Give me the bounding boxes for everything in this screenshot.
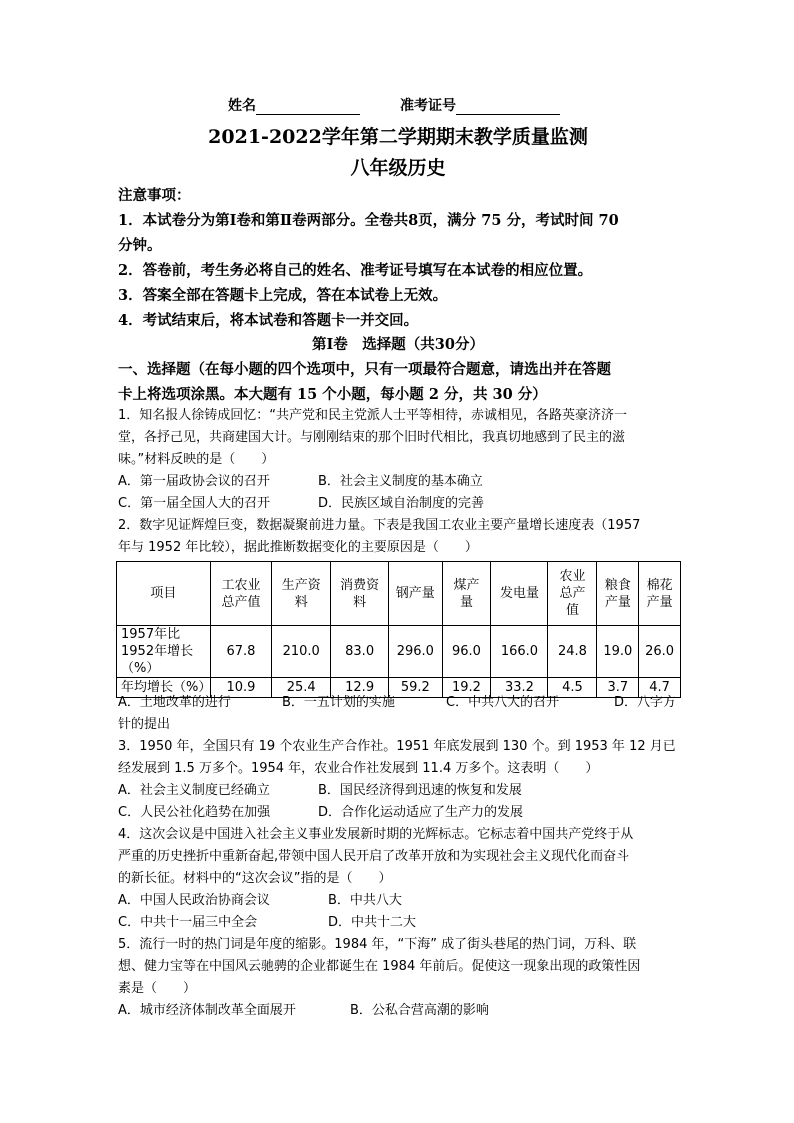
exam-id-label: 准考证号 bbox=[400, 98, 456, 114]
option-row bbox=[118, 493, 678, 515]
name-blank bbox=[256, 100, 360, 115]
question-text: 1．知名报人徐铸成回忆：“共产党和民主党派人士平等相待，赤诚相见，各路英豪济济一 bbox=[118, 408, 628, 423]
table-cell: 10.9 bbox=[210, 678, 272, 698]
table-cell: 19.0 bbox=[597, 626, 639, 678]
notice-item: 1．本试卷分为第Ⅰ卷和第Ⅱ卷两部分。全卷共8页，满分 75 分，考试时间 70 bbox=[118, 212, 619, 229]
exam-id-blank bbox=[456, 100, 560, 115]
option-d[interactable]: D．合作化运动适应了生产力的发展 bbox=[318, 805, 524, 820]
option-row bbox=[118, 1000, 678, 1022]
option-a[interactable]: A．城市经济体制改革全面展开 bbox=[118, 1003, 296, 1018]
option-d[interactable]: D．民族区域自治制度的完善 bbox=[318, 496, 485, 511]
option-a[interactable]: A．土地改革的进行 bbox=[118, 695, 231, 710]
table-cell: 33.2 bbox=[491, 678, 548, 698]
table-header-cell: 粮食产量 bbox=[597, 562, 639, 626]
table-header-cell: 棉花产量 bbox=[639, 562, 681, 626]
question-text: 年与 1952 年比较），据此推断数据变化的主要原因是（ ） bbox=[118, 540, 478, 555]
option-row bbox=[118, 471, 678, 493]
notice-item: 3．答案全部在答题卡上完成，答在本试卷上无效。 bbox=[118, 287, 448, 304]
option-b[interactable]: B．一五计划的实施 bbox=[282, 695, 395, 710]
option-row bbox=[118, 890, 678, 912]
question-1 bbox=[118, 405, 678, 515]
option-row bbox=[118, 912, 678, 934]
table-header-row bbox=[117, 562, 681, 626]
section-instructions: 一、选择题（在每小题的四个选项中，只有一项最符合题意，请选出并在答题 bbox=[118, 361, 611, 378]
option-c[interactable]: C．人民公社化趋势在加强 bbox=[118, 805, 271, 820]
option-c[interactable]: C．中共十一届三中全会 bbox=[118, 915, 258, 930]
option-b[interactable]: B．社会主义制度的基本确立 bbox=[318, 474, 483, 489]
question-text: 素是（ ） bbox=[118, 981, 197, 996]
table-header-cell: 工农业总产值 bbox=[210, 562, 272, 626]
option-c[interactable]: C．第一届全国人大的召开 bbox=[118, 496, 271, 511]
option-a[interactable]: A．社会主义制度已经确立 bbox=[118, 783, 270, 798]
option-b[interactable]: B．国民经济得到迅速的恢复和发展 bbox=[318, 783, 522, 798]
notice-section bbox=[118, 183, 678, 333]
option-row bbox=[118, 692, 678, 714]
table-header-cell: 发电量 bbox=[491, 562, 548, 626]
option-row bbox=[118, 802, 678, 824]
question-text: 3．1950 年，全国只有 19 个农业生产合作社。1951 年底发展到 130 个。到 1953 年 12 月已 bbox=[118, 739, 676, 754]
table-cell: 1957年比 1952年增长（%） bbox=[117, 626, 211, 678]
table-header-cell: 农业总产值 bbox=[548, 562, 597, 626]
table-cell: 25.4 bbox=[272, 678, 331, 698]
table-cell: 26.0 bbox=[639, 626, 681, 678]
question-text: 味。”材料反映的是（ ） bbox=[118, 452, 275, 467]
option-b[interactable]: B．中共八大 bbox=[328, 893, 402, 908]
production-growth-table bbox=[116, 561, 681, 698]
notice-item: 2．答卷前，考生务必将自己的姓名、准考证号填写在本试卷的相应位置。 bbox=[118, 262, 593, 279]
question-text: 4．这次会议是中国进入社会主义事业发展新时期的光辉标志。它标志着中国共产党终于从 bbox=[118, 827, 634, 842]
option-c[interactable]: C．中共八大的召开 bbox=[446, 695, 560, 710]
table-header-cell: 生产资料 bbox=[272, 562, 331, 626]
table-cell: 24.8 bbox=[548, 626, 597, 678]
option-d[interactable]: D．八字方 bbox=[613, 695, 676, 710]
question-2 bbox=[118, 515, 678, 559]
notice-item: 分钟。 bbox=[118, 237, 162, 254]
table-cell: 4.5 bbox=[548, 678, 597, 698]
option-a[interactable]: A．第一届政协会议的召开 bbox=[118, 474, 270, 489]
table-header-cell: 消费资料 bbox=[331, 562, 389, 626]
option-row bbox=[118, 780, 678, 802]
table-cell: 19.2 bbox=[442, 678, 491, 698]
subject-title: 八年级历史 bbox=[350, 157, 446, 179]
table-cell: 67.8 bbox=[210, 626, 272, 678]
notice-item: 4．考试结束后，将本试卷和答题卡一并交回。 bbox=[118, 312, 419, 329]
question-text: 想、健力宝等在中国风云驰骋的企业都诞生在 1984 年前后。促使这一现象出现的政策性因 bbox=[118, 959, 641, 974]
table-cell: 96.0 bbox=[442, 626, 491, 678]
table-header-cell: 煤产量 bbox=[442, 562, 491, 626]
table-cell: 3.7 bbox=[597, 678, 639, 698]
table-cell: 83.0 bbox=[331, 626, 389, 678]
table-cell: 12.9 bbox=[331, 678, 389, 698]
question-text: 5．流行一时的热门词是年度的缩影。1984 年，“下海” 成了街头巷尾的热门词，万科、联 bbox=[118, 937, 637, 952]
question-5 bbox=[118, 934, 678, 1022]
table-row bbox=[117, 626, 681, 678]
table-cell: 4.7 bbox=[639, 678, 681, 698]
question-text: 堂，各抒己见，共商建国大计。与刚刚结束的那个旧时代相比，我真切地感到了民主的滋 bbox=[118, 430, 626, 445]
table-header-cell: 项目 bbox=[117, 562, 211, 626]
option-a[interactable]: A．中国人民政治协商会议 bbox=[118, 893, 270, 908]
table-cell: 210.0 bbox=[272, 626, 331, 678]
notice-heading: 注意事项： bbox=[118, 187, 191, 204]
table-header-cell: 钢产量 bbox=[389, 562, 442, 626]
question-2-options bbox=[118, 692, 678, 736]
option-d[interactable]: D．中共十二大 bbox=[328, 915, 417, 930]
name-label: 姓名 bbox=[228, 98, 256, 114]
question-text: 2．数字见证辉煌巨变，数据凝聚前进力量。下表是我国工农业主要产量增长速度表（1957 bbox=[118, 518, 641, 533]
option-d-continued: 针的提出 bbox=[118, 717, 171, 732]
section-instructions: 卡上将选项涂黑。本大题有 15 个小题，每小题 2 分，共 30 分） bbox=[118, 386, 547, 403]
table-cell: 年均增长（%） bbox=[117, 678, 211, 698]
section-one bbox=[118, 332, 678, 407]
question-text: 严重的历史挫折中重新奋起,带领中国人民开启了改革开放和为实现社会主义现代化而奋斗 bbox=[118, 849, 630, 864]
question-text: 经发展到 1.5 万多个。1954 年，农业合作社发展到 11.4 万多个。这表明（ ） bbox=[118, 761, 599, 776]
table-cell: 166.0 bbox=[491, 626, 548, 678]
question-4 bbox=[118, 824, 678, 934]
section-title: 第Ⅰ卷 选择题（共30分） bbox=[312, 336, 484, 353]
question-3 bbox=[118, 736, 678, 824]
table-cell: 296.0 bbox=[389, 626, 442, 678]
exam-title: 2021-2022学年第二学期期末教学质量监测 bbox=[208, 126, 588, 148]
question-text: 的新长征。材料中的“这次会议”指的是（ ） bbox=[118, 871, 392, 886]
candidate-info-line bbox=[228, 95, 560, 115]
table-cell: 59.2 bbox=[389, 678, 442, 698]
option-b[interactable]: B．公私合营高潮的影响 bbox=[350, 1003, 489, 1018]
